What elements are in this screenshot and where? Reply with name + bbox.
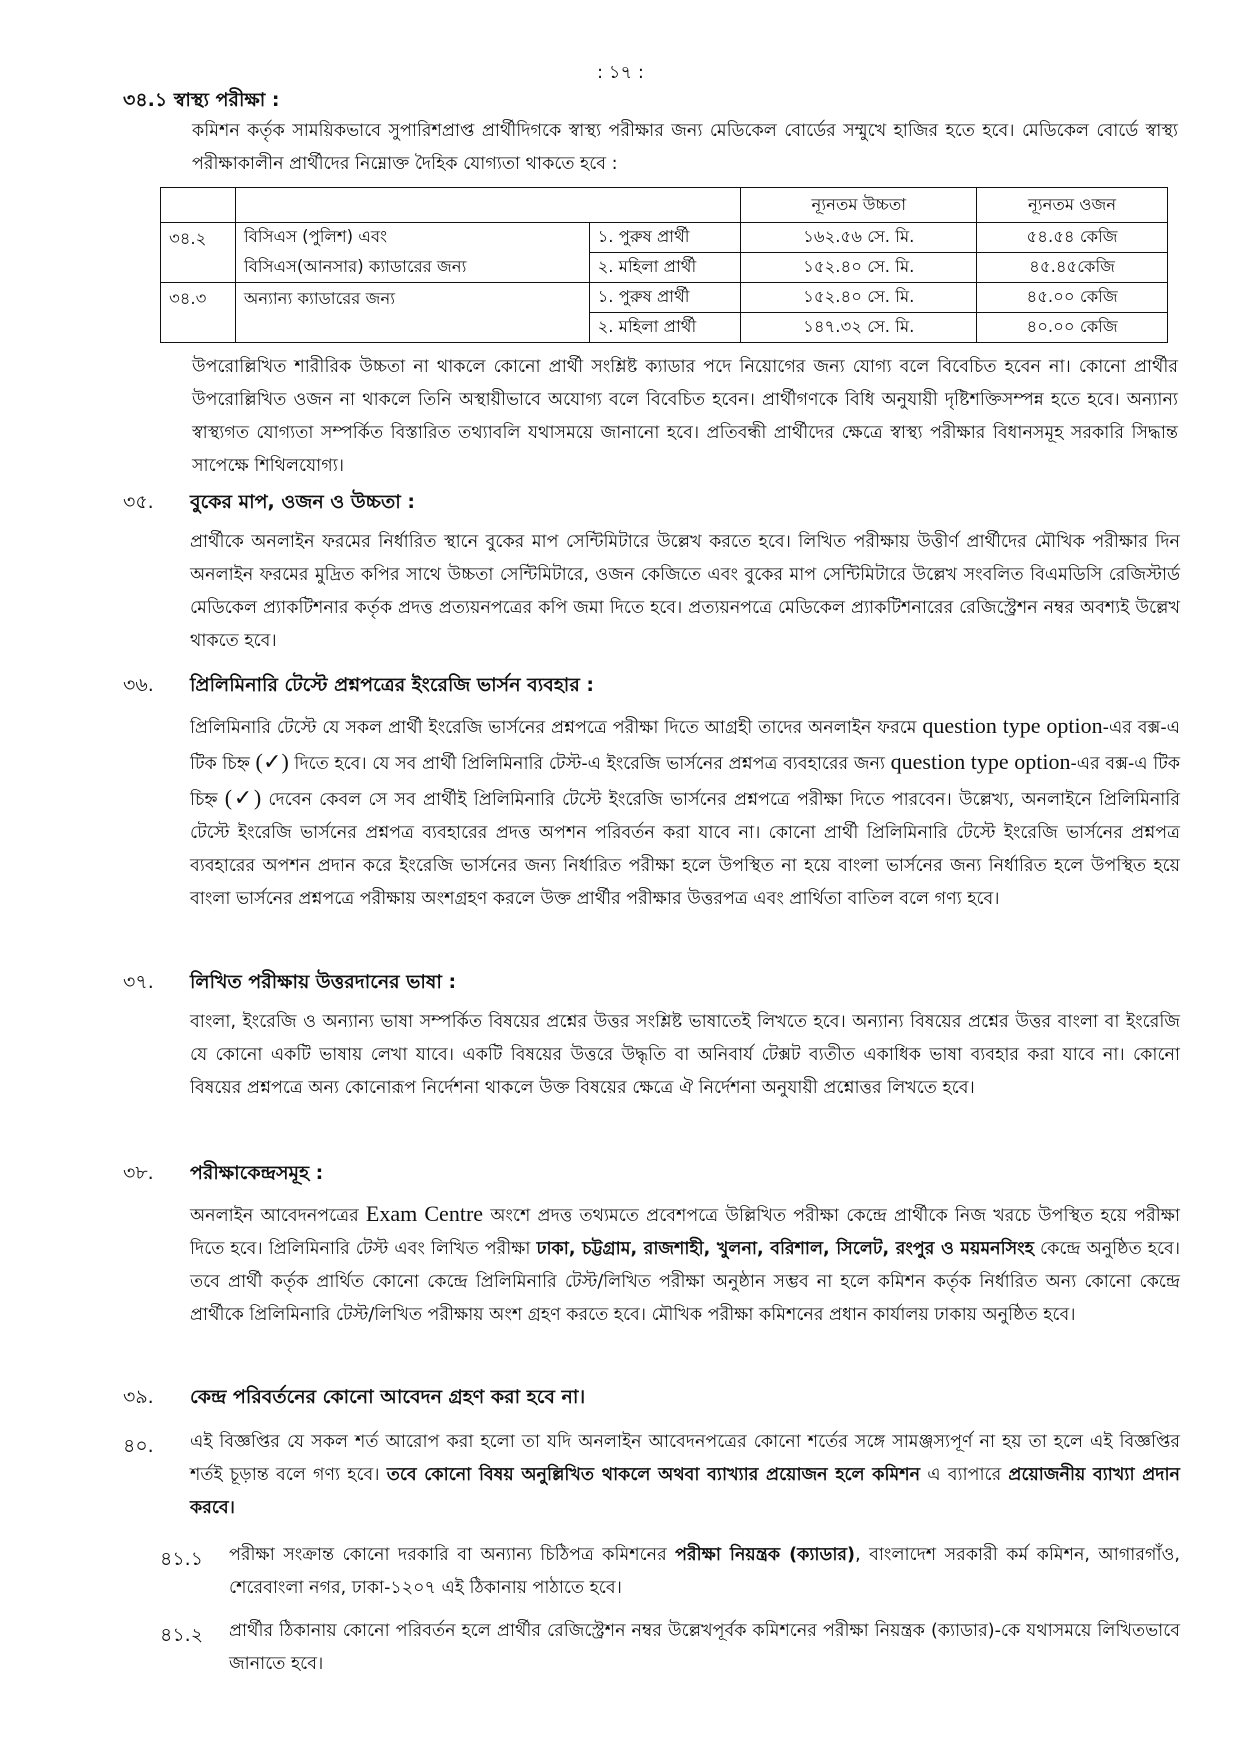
text-segment: -এর বক্স-এ টিক চিহ্ন (190, 718, 1180, 774)
section-number: ৩৯. (123, 1386, 154, 1408)
text-segment: এ ব্যাপারে (920, 1465, 1009, 1485)
section-paragraph (190, 709, 1180, 916)
bold-text: ঢাকা, চট্টগ্রাম, রাজশাহী, খুলনা, বরিশাল, সিলেট, রংপুর ও ময়মনসিংহ (536, 1239, 1034, 1259)
section-paragraph (190, 526, 1180, 658)
english-text: question type option (922, 713, 1103, 738)
bold-text: প্রয়োজনীয় ব্যাখ্যা প্রদান করবে। (190, 1465, 1180, 1518)
section-number: ৪১.১ (160, 1548, 204, 1570)
text-segment: প্রার্থীর ঠিকানায় কোনো পরিবর্তন হলে প্রার্থীর রেজিস্ট্রেশন নম্বর উল্লেখপূর্বক কমিশনের পরীক্ষা নিয়ন্ত্রক (ক্যাডার)-কে যথাসময়ে লিখিতভাবে জানাতে হবে। (229, 1621, 1180, 1674)
text-segment: অংশে প্রদত্ত তথ্যমতে প্রবেশপত্রে উল্লিখিত পরীক্ষা কেন্দ্রে প্রার্থীকে নিজ খরচে উপস্থিত হয়ে পরীক্ষা দিতে হবে। প্রিলিমিনারি টেস্ট এবং লিখিত পরীক্ষা (190, 1206, 1181, 1259)
page-number: : ১৭ : (597, 62, 644, 83)
text-segment: দেবেন কেবল সে সব প্রার্থীই প্রিলিমিনারি টেস্টে ইংরেজি ভার্সনের প্রশ্নপত্রে পরীক্ষা দিতে পারবেন। উল্লেখ্য, অনলাইনে প্রিলিমিনারি টেস্টে ইংরেজি ভার্সনের প্রশ্নপত্র ব্যবহারের প্রদত্ত অপশন পরিবর্তন করা যাবে না। কোনো প্রার্থী প্রিলিমিনারি টেস্টে ইংরেজি ভার্সনের প্রশ্নপত্র ব্যবহারের অপশন প্রদান করে ইংরেজি ভার্সনের জন্য নির্ধারিত পরীক্ষা হলে উপস্থিত না হয়ে বাংলা ভার্সনের জন্য নির্ধারিত হলে উপস্থিত হয়ে বাংলা ভার্সনের প্রশ্নপত্রে পরীক্ষায় অংশগ্রহণ করলে উক্ত প্রার্থীর পরীক্ষার উত্তরপত্র এবং প্রার্থিতা বাতিল বলে গণ্য হবে। (190, 790, 1181, 909)
text-segment: দিতে হবে। যে সব প্রার্থী প্রিলিমিনারি টেস্ট-এ ইংরেজি ভার্সনের প্রশ্নপত্র ব্যবহারের জন্য (288, 754, 891, 774)
text-segment: প্রিলিমিনারি টেস্টে যে সকল প্রার্থী ইংরেজি ভার্সনের প্রশ্নপত্রে পরীক্ষা দিতে আগ্রহী তাদের অনলাইন ফরমে (190, 718, 923, 738)
section-paragraph (190, 1006, 1180, 1105)
bold-text: তবে কোনো বিষয় অনুল্লিখিত থাকলে অথবা ব্যাখ্যার প্রয়োজন হলে কমিশন (386, 1465, 921, 1485)
min-height: ১৬২.৫৬ সে. মি. (741, 223, 977, 253)
section-number: ৪১.২ (160, 1624, 204, 1646)
min-weight: ৫৪.৫৪ কেজি (977, 223, 1168, 253)
section-number: ৩৬. (123, 674, 154, 696)
min-height: ১৫২.৪০ সে. মি. (741, 253, 977, 283)
english-text: Exam Centre (365, 1201, 484, 1226)
header-min-weight: ন্যূনতম ওজন (977, 188, 1168, 223)
candidate-type: ২. মহিলা প্রার্থী (589, 253, 741, 283)
row-number: ৩৪.২ (161, 223, 236, 283)
physical-requirements-table (160, 187, 1168, 343)
section-heading: পরীক্ষাকেন্দ্রসমূহ : (190, 1162, 324, 1184)
table-row (161, 253, 1168, 283)
min-height: ১৫২.৪০ সে. মি. (741, 283, 977, 313)
row-label: বিসিএস (পুলিশ) এবং (235, 223, 589, 253)
section-paragraph (190, 1426, 1180, 1525)
section-34-1-notes: উপরোল্লিখিত শারীরিক উচ্চতা না থাকলে কোনো প্রার্থী সংশ্লিষ্ট ক্যাডার পদে নিয়োগের জন্য যোগ্য বলে বিবেচিত হবেন না। কোনো প্রার্থীর উপরোল্লিখিত ওজন না থাকলে তিনি অস্থায়ীভাবে অযোগ্য বলে বিবেচিত হবেন। প্রার্থীগণকে বিধি অনুযায়ী দৃষ্টিশক্তিসম্পন্ন হতে হবে। অন্যান্য স্বাস্থ্যগত যোগ্যতা সম্পর্কিত বিস্তারিত তথ্যাবলি যথাসময়ে জানানো হবে। প্রতিবন্ধী প্রার্থীদের ক্ষেত্রে স্বাস্থ্য পরীক্ষার বিধানসমূহ সরকারি সিদ্ধান্ত সাপেক্ষে শিথিলযোগ্য। (192, 357, 1178, 476)
section-34-1-intro: কমিশন কর্তৃক সাময়িকভাবে সুপারিশপ্রাপ্ত প্রার্থীদিগকে স্বাস্থ্য পরীক্ষার জন্য মেডিকেল বোর্ডের সম্মুখে হাজির হতে হবে। মেডিকেল বোর্ডে স্বাস্থ্য পরীক্ষাকালীন প্রার্থীদের নিম্নোক্ত দৈহিক যোগ্যতা থাকতে হবে : (192, 121, 1178, 174)
header-min-height: ন্যূনতম উচ্চতা (741, 188, 977, 223)
english-text: (✓) (255, 749, 289, 774)
text-segment: পরীক্ষা সংক্রান্ত কোনো দরকারি বা অন্যান্য চিঠিপত্র কমিশনের (229, 1545, 676, 1565)
candidate-type: ২. মহিলা প্রার্থী (589, 313, 741, 343)
text-segment: এই বিজ্ঞপ্তির যে সকল শর্ত আরোপ করা হলো তা যদি অনলাইন আবেদনপত্রের কোনো শর্তের সঙ্গে সামঞ্জস্যপূর্ণ না হয় তা হলে এই বিজ্ঞপ্তির শর্তই চূড়ান্ত বলে গণ্য হবে। (190, 1432, 1180, 1485)
section-heading: লিখিত পরীক্ষায় উত্তরদানের ভাষা : (190, 971, 457, 993)
section-number: ৩৫. (123, 491, 154, 513)
table-header-row (161, 188, 1168, 223)
text-segment: প্রার্থীকে অনলাইন ফরমের নির্ধারিত স্থানে বুকের মাপ সেন্টিমিটারে উল্লেখ করতে হবে। লিখিত পরীক্ষায় উত্তীর্ণ প্রার্থীদের মৌখিক পরীক্ষার দিন অনলাইন ফরমের মুদ্রিত কপির সাথে উচ্চতা সেন্টিমিটারে, ওজন কেজিতে এবং বুকের মাপ সেন্টিমিটারে উল্লেখ সংবলিত বিএমডিসি রেজিস্টার্ড মেডিকেল প্র্যাকটিশনার কর্তৃক প্রদত্ত প্রত্যয়নপত্রের কপি জমা দিতে হবে। প্রত্যয়নপত্রে মেডিকেল প্র্যাকটিশনারের রেজিস্ট্রেশন নম্বর অবশ্যই উল্লেখ থাকতে হবে। (190, 532, 1180, 651)
section-paragraph (229, 1539, 1180, 1605)
min-weight: ৪০.০০ কেজি (977, 313, 1168, 343)
row-label: অন্যান্য ক্যাডারের জন্য (235, 283, 589, 343)
min-weight: ৪৫.৪৫কেজি (977, 253, 1168, 283)
section-paragraph (229, 1615, 1180, 1681)
section-heading: কেন্দ্র পরিবর্তনের কোনো আবেদন গ্রহণ করা হবে না। (190, 1386, 586, 1408)
candidate-type: ১. পুরুষ প্রার্থী (589, 283, 741, 313)
text-segment: বাংলা, ইংরেজি ও অন্যান্য ভাষা সম্পর্কিত বিষয়ের প্রশ্নের উত্তর সংশ্লিষ্ট ভাষাতেই লিখতে হবে। অন্যান্য বিষয়ের প্রশ্নের উত্তর বাংলা বা ইংরেজি যে কোনো একটি ভাষায় লেখা যাবে। একটি বিষয়ের উত্তরে উদ্ধৃতি বা অনিবার্য টেক্সট ব্যতীত একাধিক ভাষা ব্যবহার করা যাবে না। কোনো বিষয়ের প্রশ্নপত্রে অন্য কোনোরূপ নির্দেশনা থাকলে উক্ত বিষয়ের ক্ষেত্রে ঐ নির্দেশনা অনুযায়ী প্রশ্নোত্তর লিখতে হবে। (190, 1012, 1180, 1098)
section-number: ৪০. (123, 1435, 154, 1457)
text-segment: -এর বক্স-এ টিক চিহ্ন (190, 754, 1180, 810)
text-segment: অনলাইন আবেদনপত্রের (190, 1206, 366, 1226)
section-heading: বুকের মাপ, ওজন ও উচ্চতা : (190, 491, 415, 513)
row-label: বিসিএস(আনসার) ক্যাডারের জন্য (235, 253, 589, 283)
table-row (161, 223, 1168, 253)
english-text: question type option (890, 749, 1071, 774)
section-heading: প্রিলিমিনারি টেস্টে প্রশ্নপত্রের ইংরেজি ভার্সন ব্যবহার : (190, 674, 594, 696)
section-34-1-heading: ৩৪.১ স্বাস্থ্য পরীক্ষা : (123, 89, 280, 111)
section-number: ৩৭. (123, 971, 154, 993)
row-number: ৩৪.৩ (161, 283, 236, 343)
section-paragraph (190, 1197, 1180, 1332)
table-row (161, 283, 1168, 313)
min-weight: ৪৫.০০ কেজি (977, 283, 1168, 313)
text-segment: কেন্দ্রে অনুষ্ঠিত হবে। তবে প্রার্থী কর্তৃক প্রার্থিত কোনো কেন্দ্রে প্রিলিমিনারি টেস্ট/লিখিত পরীক্ষা অনুষ্ঠান সম্ভব না হলে কমিশন কর্তৃক নির্ধারিত অন্য কোনো কেন্দ্রে প্রার্থীকে প্রিলিমিনারি টেস্ট/লিখিত পরীক্ষায় অংশ গ্রহণ করতে হবে। মৌখিক পরীক্ষা কমিশনের প্রধান কার্যালয় ঢাকায় অনুষ্ঠিত হবে। (190, 1239, 1180, 1325)
text-segment: , বাংলাদেশ সরকারী কর্ম কমিশন, আগারগাঁও, শেরেবাংলা নগর, ঢাকা-১২০৭ এই ঠিকানায় পাঠাতে হবে। (229, 1545, 1180, 1598)
candidate-type: ১. পুরুষ প্রার্থী (589, 223, 741, 253)
bold-text: পরীক্ষা নিয়ন্ত্রক (ক্যাডার) (675, 1545, 856, 1565)
english-text: (✓) (224, 785, 262, 810)
min-height: ১৪৭.৩২ সে. মি. (741, 313, 977, 343)
section-number: ৩৮. (123, 1162, 154, 1184)
